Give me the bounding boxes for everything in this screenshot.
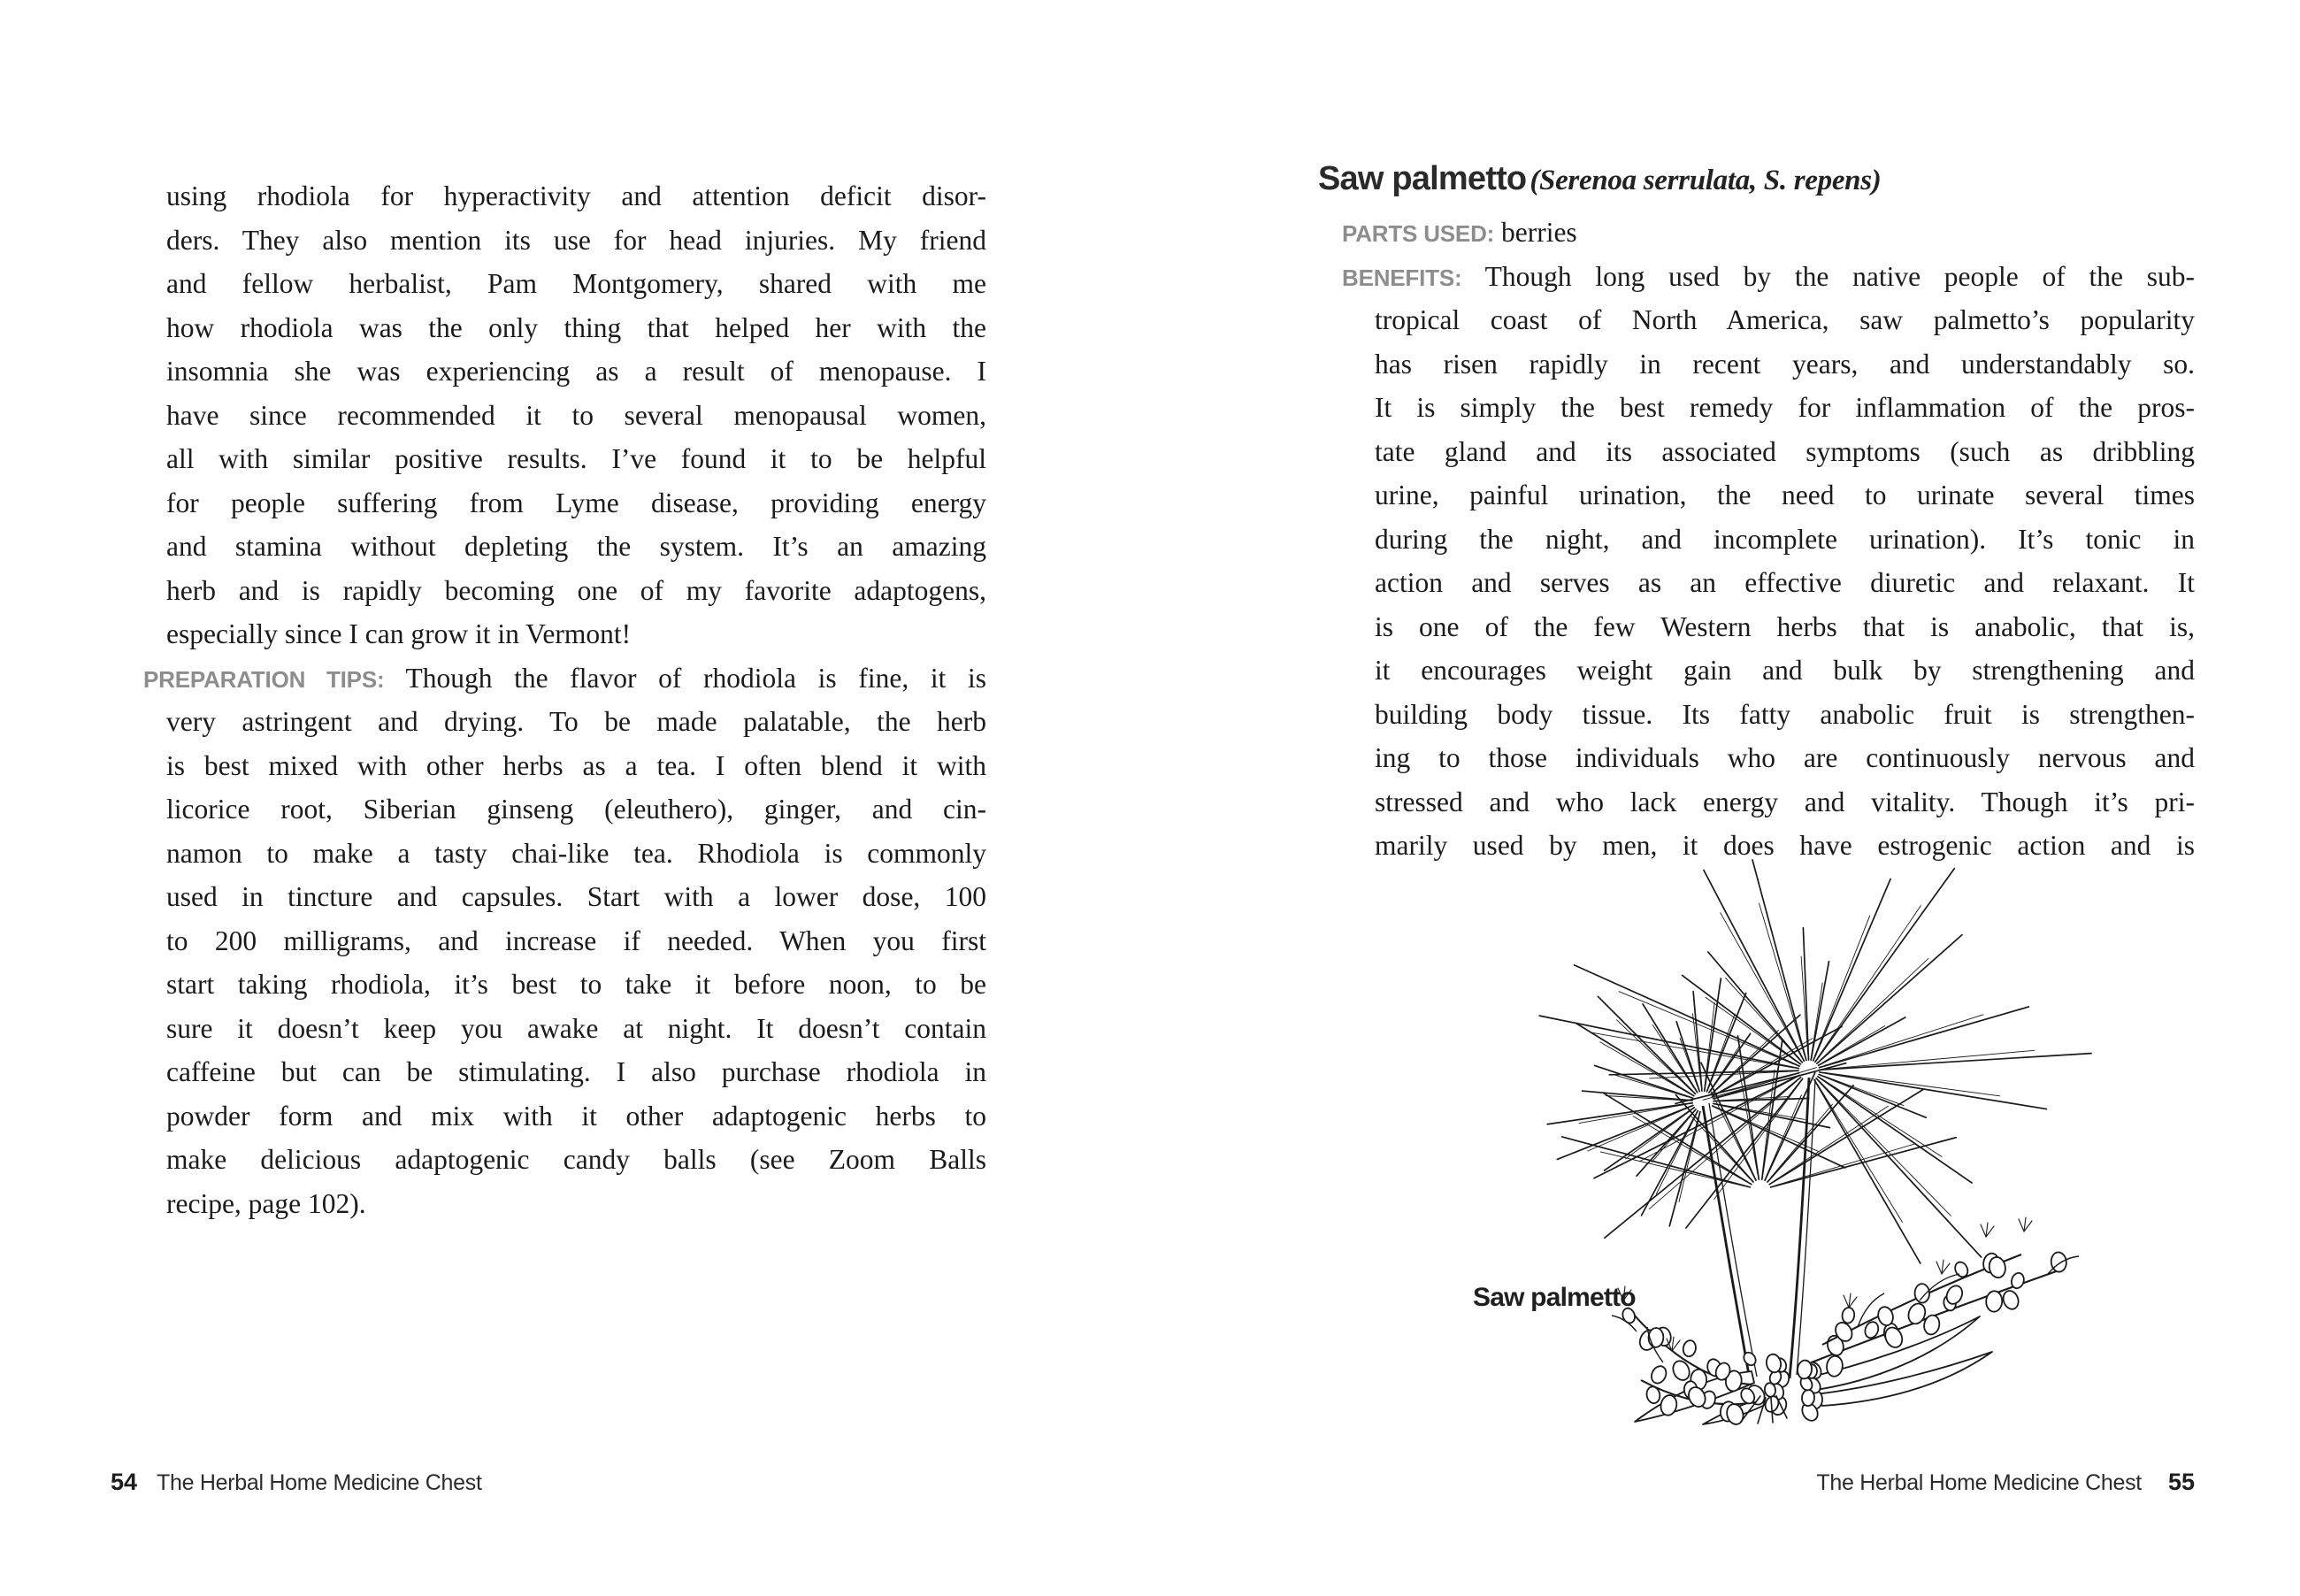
text-line: all with similar positive results. I’ve found it to be helpful (166, 443, 986, 474)
text-line: make delicious adaptogenic candy balls (see Zoom Balls (166, 1144, 986, 1175)
text-line: and fellow herbalist, Pam Montgomery, shared with me (166, 268, 986, 299)
text-line: during the night, and incomplete urination). It’s tonic in (1375, 523, 2195, 555)
left-footer (111, 1469, 482, 1496)
text-line: it encourages weight gain and bulk by strengthening and (1375, 655, 2195, 686)
text-line: is best mixed with other herbs as a tea. I often blend it with (166, 749, 986, 781)
text-line: urine, painful urination, the need to urinate several times (1375, 480, 2195, 510)
saw-palmetto-illustration (1539, 885, 2141, 1424)
text-line: especially since I can grow it in Vermont! (166, 618, 632, 649)
text-line: ders. They also mention its use for head injuries. My friend (166, 224, 986, 256)
parts-used-value: berries (1500, 217, 1577, 248)
right-footer (1375, 1469, 2195, 1496)
benefits-paragraph (1375, 298, 2195, 868)
text-line: very astringent and drying. To be made palatable, the herb (166, 706, 986, 737)
text-line: It is simply the best remedy for inflammation of the pros- (1375, 392, 2195, 423)
left-page-text-column (143, 174, 987, 1225)
text-line: sure it doesn’t keep you awake at night. It doesn’t contain (166, 1012, 986, 1044)
saw-palmetto-heading (1318, 152, 1881, 205)
text-line: stressed and who lack energy and vitality. Though it’s pri- (1375, 786, 2195, 817)
text-line: tate gland and its associated symptoms (such as dribbling (1375, 435, 2195, 467)
text-line: to 200 milligrams, and increase if needed. When you first (166, 925, 986, 956)
text-line: herb and is rapidly becoming one of my favorite adaptogens, (166, 574, 986, 606)
text-line: is one of the few Western herbs that is anabolic, that is, (1375, 610, 2195, 642)
text-line: have since recommended it to several menopausal women, (166, 399, 986, 431)
text-line: licorice root, Siberian ginseng (eleuthero), ginger, and cin- (166, 794, 986, 825)
heading-latin-name: (Serenoa serrulata, S. repens) (1530, 165, 1882, 196)
text-line: insomnia she was experiencing as a result of menopause. I (166, 356, 986, 387)
text-line: tropical coast of North America, saw palmetto’s popularity (1375, 304, 2195, 335)
text-line: ing to those individuals who are continuously nervous and (1375, 742, 2195, 773)
text-line: building body tissue. Its fatty anabolic fruit is strengthen- (1375, 698, 2195, 730)
right-page-number: 55 (2167, 1469, 2195, 1495)
rhodiola-benefits-paragraph (166, 174, 986, 656)
text-line: recipe, page 102). (166, 1187, 366, 1219)
text-line: action and serves as an effective diuretic and relaxant. It (1375, 567, 2195, 598)
text-line: has risen rapidly in recent years, and understandably so. (1375, 348, 2195, 380)
preparation-tips-first-line (143, 656, 986, 701)
text-line: how rhodiola was the only thing that helped her with the (166, 311, 986, 343)
right-page-text-column (1342, 211, 2195, 868)
text-line: for people suffering from Lyme disease, providing energy (166, 487, 986, 518)
text-line: marily used by men, it does have estrogenic action and is (1375, 830, 2195, 861)
preparation-tips-paragraph (166, 700, 986, 1225)
preparation-tips-label: PREPARATION TIPS: (143, 665, 385, 693)
text-line: namon to make a tasty chai-like tea. Rhodiola is commonly (166, 837, 986, 869)
left-footer-title: The Herbal Home Medicine Chest (157, 1470, 482, 1495)
text-line: used in tincture and capsules. Start with a lower dose, 100 (166, 881, 986, 912)
text-line: powder form and mix with it other adaptogenic herbs to (166, 1100, 986, 1132)
benefits-label: BENEFITS: (1342, 264, 1462, 291)
parts-used-label: PARTS USED: (1342, 220, 1495, 247)
text-line: and stamina without depleting the system. It’s an amazing (166, 531, 986, 562)
right-footer-title: The Herbal Home Medicine Chest (1816, 1470, 2142, 1495)
benefits-first-line (1342, 255, 2195, 299)
illustration-caption: Saw palmetto (1473, 1283, 1636, 1312)
benefits-first-text: Though long used by the native people of the sub- (1484, 260, 2195, 292)
text-line: caffeine but can be stimulating. I also purchase rhodiola in (166, 1056, 986, 1087)
parts-used-line (1342, 211, 2195, 255)
preparation-tips-first-text: Though the flavor of rhodiola is fine, it is (405, 662, 987, 694)
left-page-number: 54 (111, 1469, 138, 1495)
text-line: using rhodiola for hyperactivity and attention deficit disor- (166, 180, 986, 211)
text-line: start taking rhodiola, it’s best to take it before noon, to be (166, 969, 986, 1000)
heading-common-name: Saw palmetto (1318, 160, 1527, 197)
